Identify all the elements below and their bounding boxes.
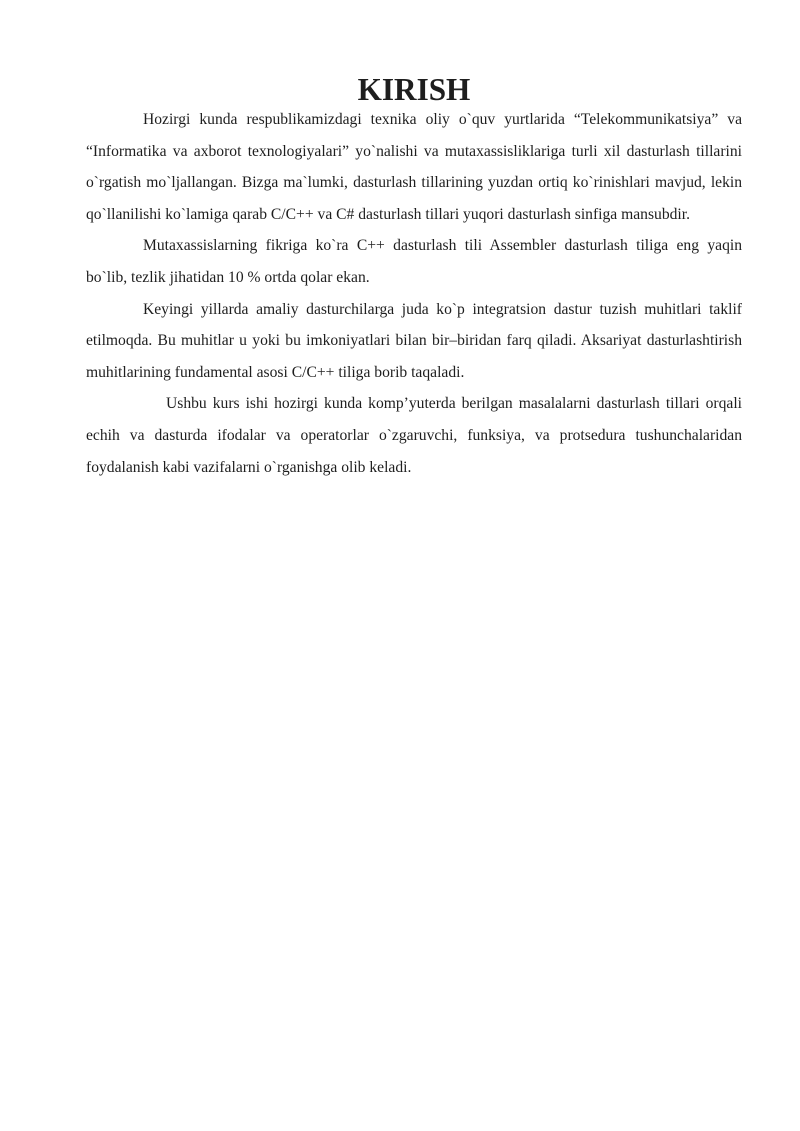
- document-body: [86, 72, 742, 483]
- paragraph-course-goal: Ushbu kurs ishi hozirgi kunda komp’yuterda berilgan masalalarni dasturlash tillari orqali echih va dasturda ifodalar va operatorlar o`zgaruvchi, funksiya, va protsedura tushunchalaridan foydalanish kabi vazifalarni o`rganishga olib keladi.: [86, 395, 742, 476]
- paragraph-environments: Keyingi yillarda amaliy dasturchilarga juda ko`p integratsion dastur tuzish muhitlari taklif etilmoqda. Bu muhitlar u yoki bu imkoniyatlari bilan bir–biridan farq qiladi. Aksariyat dasturlashtirish muhitlarining fundamental asosi C/C++ tiliga borib taqaladi.: [86, 300, 742, 381]
- page-title: KIRISH: [357, 72, 471, 107]
- paragraph-intro: Hozirgi kunda respublikamizdagi texnika oliy o`quv yurtlarida “Telekommunikatsiya” va “Informatika va axborot texnologiyalari” yo`nalishi va mutaxassisliklariga turli xil dasturlash tillarini o`rgatish mo`ljallangan. Bizga ma`lumki, dasturlash tillarining yuzdan ortiq ko`rinishlari mavjud, lekin qo`llanilishi ko`lamiga qarab C/C++ va C# dasturlash tillari yuqori dasturlash sinfiga mansubdir.: [86, 111, 742, 223]
- paragraph-speed: Mutaxassislarning fikriga ko`ra C++ dasturlash tili Assembler dasturlash tiliga eng yaqin bo`lib, tezlik jihatidan 10 % ortda qolar ekan.: [86, 237, 742, 286]
